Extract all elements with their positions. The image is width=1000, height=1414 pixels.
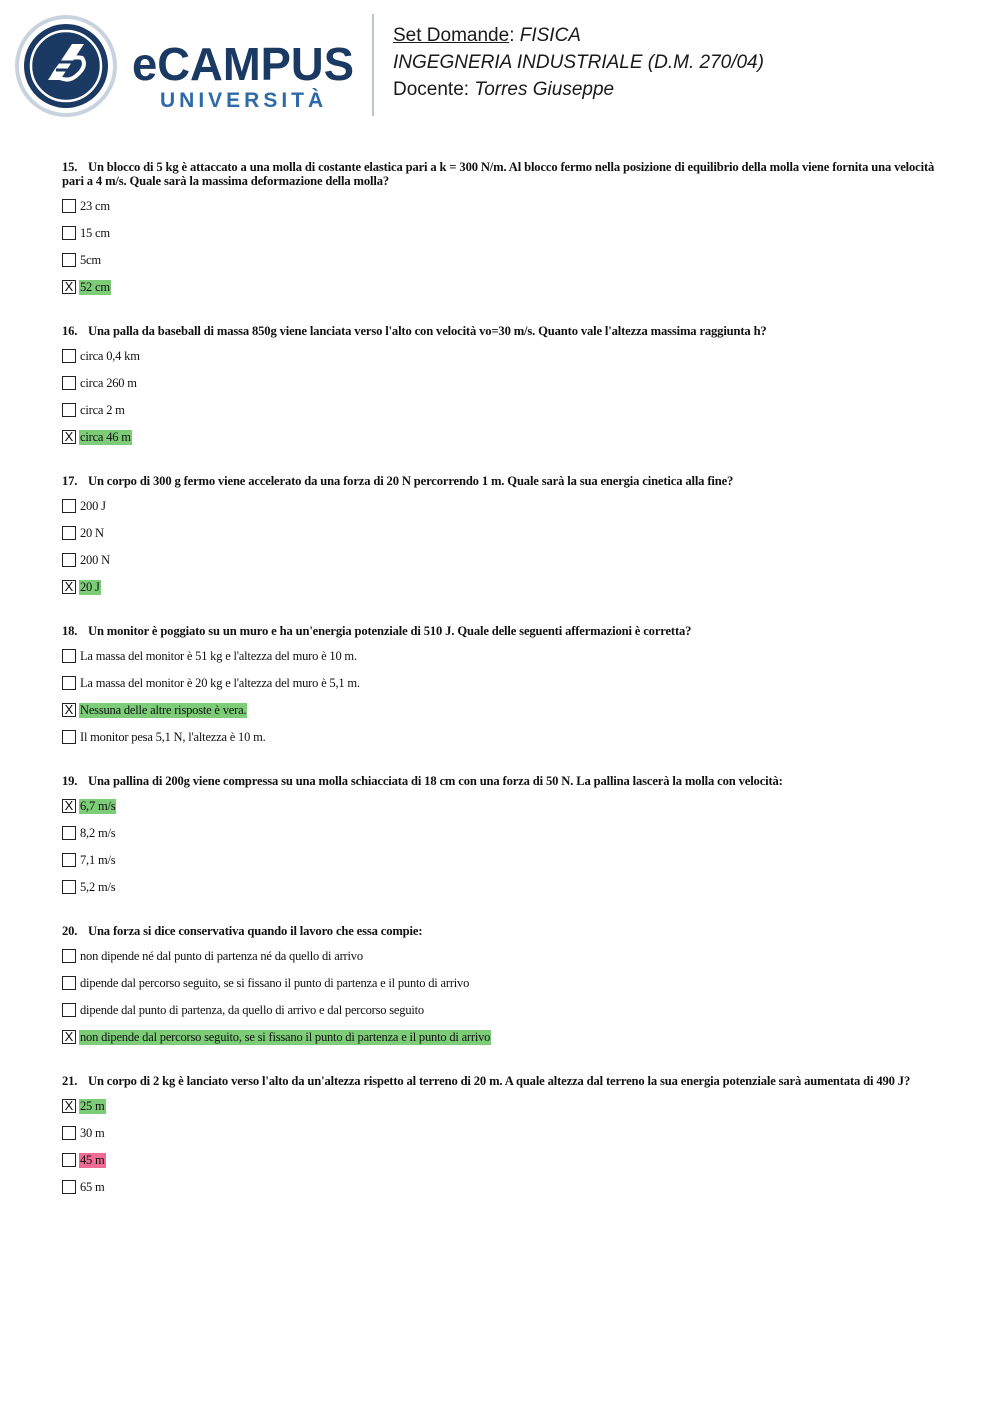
answer-option[interactable]: [62, 1003, 942, 1030]
answer-text: 23 cm: [80, 199, 110, 213]
answer-text: 5,2 m/s: [80, 880, 116, 894]
answer-checkbox[interactable]: [62, 376, 76, 390]
header-info: [393, 22, 764, 103]
header-divider: [372, 14, 374, 116]
answer-option[interactable]: [62, 1030, 942, 1057]
question-number: 15.: [62, 160, 78, 174]
answer-option[interactable]: [62, 649, 942, 676]
answer-option[interactable]: [62, 376, 942, 403]
answer-checkbox[interactable]: [62, 1180, 76, 1194]
question-body: Una pallina di 200g viene compressa su una molla schiacciata di 18 cm con una forza di 50 N. La pallina lascerà la molla con velocità:: [88, 774, 783, 788]
answer-checkbox[interactable]: [62, 1153, 76, 1167]
answer-text: Il monitor pesa 5,1 N, l'altezza è 10 m.: [80, 730, 266, 744]
question-text: [62, 774, 942, 788]
answer-option[interactable]: [62, 880, 942, 907]
answer-option[interactable]: [62, 526, 942, 553]
question-18: [62, 624, 942, 757]
logo-subtitle: UNIVERSITÀ: [160, 89, 328, 112]
answer-text: circa 46 m: [80, 430, 131, 444]
answer-text: La massa del monitor è 20 kg e l'altezza del muro è 5,1 m.: [80, 676, 360, 690]
answer-checkbox[interactable]: X: [62, 580, 76, 594]
answer-text: 8,2 m/s: [80, 826, 116, 840]
question-text: [62, 924, 942, 938]
question-15: [62, 160, 942, 307]
answer-checkbox[interactable]: X: [62, 799, 76, 813]
answer-checkbox[interactable]: [62, 199, 76, 213]
question-list: [62, 160, 942, 1224]
question-number: 19.: [62, 774, 78, 788]
answer-option[interactable]: [62, 826, 942, 853]
question-19: [62, 774, 942, 907]
question-body: Un monitor è poggiato su un muro e ha un'energia potenziale di 510 J. Quale delle seguenti affermazioni è corretta?: [88, 624, 692, 638]
answer-option[interactable]: [62, 703, 942, 730]
course: INGEGNERIA INDUSTRIALE (D.M. 270/04): [393, 52, 764, 73]
answer-text: 25 m: [80, 1099, 105, 1113]
answer-checkbox[interactable]: [62, 403, 76, 417]
question-17: [62, 474, 942, 607]
answer-text: circa 2 m: [80, 403, 125, 417]
question-body: Una palla da baseball di massa 850g viene lanciata verso l'alto con velocità vo=30 m/s. Quanto vale l'altezza massima raggiunta h?: [88, 324, 767, 338]
question-number: 17.: [62, 474, 78, 488]
question-body: Un corpo di 300 g fermo viene accelerato da una forza di 20 N percorrendo 1 m. Quale sarà la sua energia cinetica alla fine?: [88, 474, 734, 488]
answer-option[interactable]: [62, 730, 942, 757]
answer-checkbox[interactable]: X: [62, 280, 76, 294]
answer-text: 20 J: [80, 580, 100, 594]
university-emblem-icon: [14, 14, 118, 118]
set-line: [393, 22, 764, 49]
question-20: [62, 924, 942, 1057]
answer-option[interactable]: [62, 403, 942, 430]
answer-text: 7,1 m/s: [80, 853, 116, 867]
answer-text: non dipende dal percorso seguito, se si fissano il punto di partenza e il punto di arrivo: [80, 1030, 491, 1044]
answer-option[interactable]: [62, 799, 942, 826]
answer-option[interactable]: [62, 499, 942, 526]
question-16: [62, 324, 942, 457]
answer-option[interactable]: [62, 676, 942, 703]
answer-checkbox[interactable]: [62, 730, 76, 744]
answer-text: 200 N: [80, 553, 110, 567]
teacher-line: [393, 76, 764, 103]
answer-text: dipende dal punto di partenza, da quello di arrivo e dal percorso seguito: [80, 1003, 424, 1017]
answer-option[interactable]: [62, 253, 942, 280]
answer-text: 6,7 m/s: [80, 799, 116, 813]
answer-checkbox[interactable]: [62, 1003, 76, 1017]
answer-option[interactable]: [62, 853, 942, 880]
teacher-name: Torres Giuseppe: [474, 79, 615, 100]
question-number: 20.: [62, 924, 78, 938]
ecampus-logo: [132, 38, 362, 113]
answer-checkbox[interactable]: [62, 1126, 76, 1140]
answer-option[interactable]: [62, 280, 942, 307]
answer-text: non dipende né dal punto di partenza né da quello di arrivo: [80, 949, 363, 963]
question-body: Un corpo di 2 kg è lanciato verso l'alto da un'altezza rispetto al terreno di 20 m. A quale altezza dal terreno la sua energia potenziale sarà aumentata di 490 J?: [88, 1074, 911, 1088]
answer-option[interactable]: [62, 949, 942, 976]
question-text: [62, 160, 942, 188]
logo-brand: eCAMPUS: [132, 38, 354, 90]
question-text: [62, 474, 942, 488]
answer-text: La massa del monitor è 51 kg e l'altezza del muro è 10 m.: [80, 649, 357, 663]
answer-checkbox[interactable]: X: [62, 703, 76, 717]
answer-checkbox[interactable]: X: [62, 1030, 76, 1044]
answer-checkbox[interactable]: [62, 499, 76, 513]
question-text: [62, 624, 942, 638]
answer-checkbox[interactable]: [62, 676, 76, 690]
question-body: Una forza si dice conservativa quando il lavoro che essa compie:: [88, 924, 423, 938]
answer-text: dipende dal percorso seguito, se si fissano il punto di partenza e il punto di arrivo: [80, 976, 470, 990]
question-number: 16.: [62, 324, 78, 338]
answer-text: Nessuna delle altre risposte è vera.: [80, 703, 247, 717]
answer-checkbox[interactable]: [62, 226, 76, 240]
teacher-label: Docente:: [393, 79, 475, 100]
subject: FISICA: [519, 25, 581, 46]
answer-checkbox[interactable]: X: [62, 430, 76, 444]
question-number: 18.: [62, 624, 78, 638]
set-label: Set Domande: [393, 25, 510, 46]
answer-checkbox[interactable]: [62, 526, 76, 540]
question-text: [62, 1074, 942, 1088]
answer-option[interactable]: [62, 1153, 942, 1180]
answer-option[interactable]: [62, 349, 942, 376]
answer-text: circa 0,4 km: [80, 349, 140, 363]
answer-text: 45 m: [80, 1153, 105, 1167]
answer-text: circa 260 m: [80, 376, 137, 390]
answer-checkbox[interactable]: [62, 553, 76, 567]
answer-text: 52 cm: [80, 280, 110, 294]
answer-text: 65 m: [80, 1180, 105, 1194]
answer-checkbox[interactable]: [62, 649, 76, 663]
question-number: 21.: [62, 1074, 78, 1088]
answer-option[interactable]: [62, 226, 942, 253]
answer-checkbox[interactable]: [62, 853, 76, 867]
answer-checkbox[interactable]: [62, 976, 76, 990]
answer-text: 30 m: [80, 1126, 105, 1140]
answer-checkbox[interactable]: [62, 349, 76, 363]
answer-text: 200 J: [80, 499, 106, 513]
answer-text: 20 N: [80, 526, 104, 540]
answer-option[interactable]: [62, 1126, 942, 1153]
answer-text: 15 cm: [80, 226, 110, 240]
answer-option[interactable]: [62, 580, 942, 607]
set-separator: :: [509, 25, 520, 46]
answer-checkbox[interactable]: X: [62, 1099, 76, 1113]
question-text: [62, 324, 942, 338]
answer-checkbox[interactable]: [62, 826, 76, 840]
page-header: [0, 0, 1000, 130]
question-21: [62, 1074, 942, 1207]
answer-option[interactable]: [62, 553, 942, 580]
answer-checkbox[interactable]: [62, 949, 76, 963]
answer-option[interactable]: [62, 1180, 942, 1207]
answer-option[interactable]: [62, 430, 942, 457]
answer-option[interactable]: [62, 199, 942, 226]
answer-checkbox[interactable]: [62, 253, 76, 267]
answer-text: 5cm: [80, 253, 101, 267]
answer-option[interactable]: [62, 1099, 942, 1126]
question-body: Un blocco di 5 kg è attaccato a una molla di costante elastica pari a k = 300 N/m. Al blocco fermo nella posizione di equilibrio della molla viene fornita una velocità pari a 4 m/s. Quale sarà la massima deformazione della molla?: [62, 160, 935, 188]
answer-option[interactable]: [62, 976, 942, 1003]
answer-checkbox[interactable]: [62, 880, 76, 894]
